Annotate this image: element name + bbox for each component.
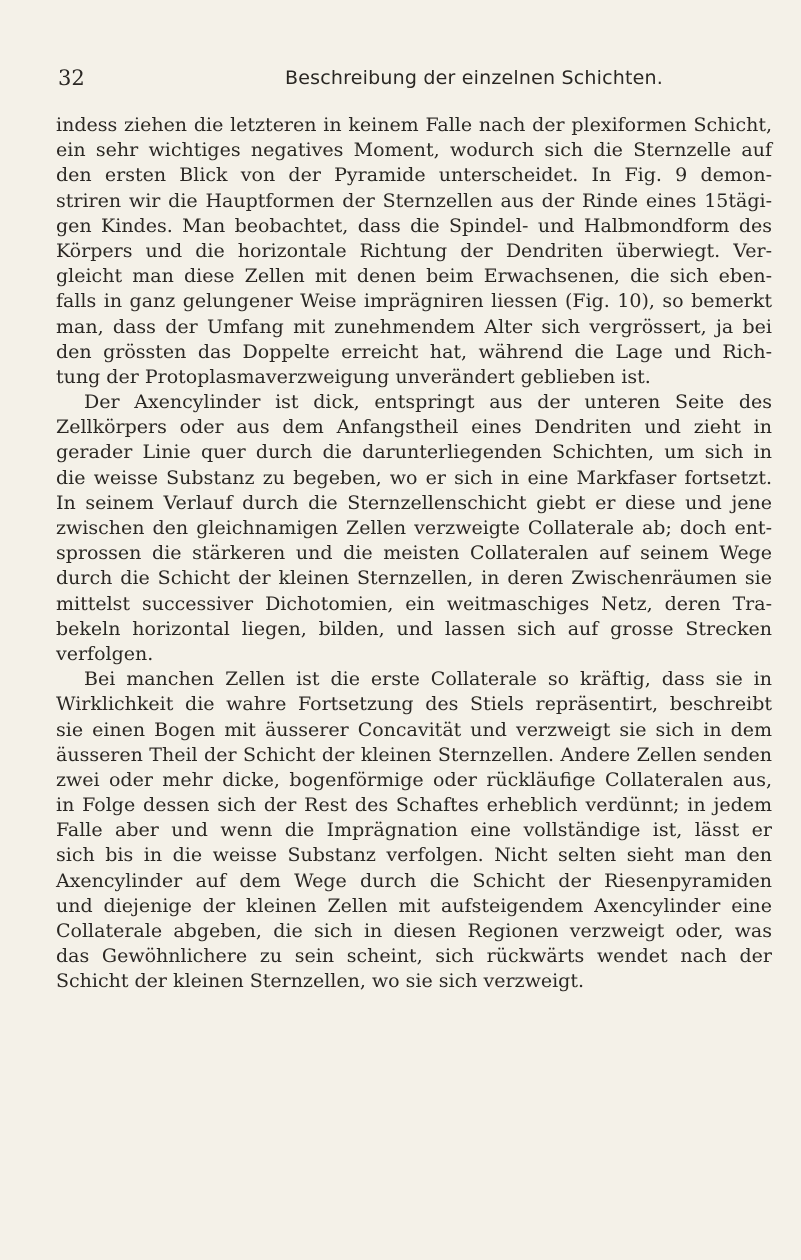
text-line: bekeln horizontal liegen, bilden, und lassen sich auf grosse Strecken (56, 617, 772, 640)
text-line: gen Kindes. Man beobachtet, dass die Spindel- und Halbmondform des (56, 214, 772, 237)
text-line: zwischen den gleichnamigen Zellen verzweigte Collaterale ab; doch ent- (56, 517, 772, 539)
paragraph (56, 390, 772, 667)
text-line: sprossen die stärkeren und die meisten Collateralen auf seinem Wege (56, 542, 772, 565)
text-line: in Folge dessen sich der Rest des Schaftes erheblich verdünnt; in jedem (56, 794, 772, 817)
text-line: sie einen Bogen mit äusserer Concavität und verzweigt sie sich in dem (56, 718, 772, 741)
text-line: Der Axencylinder ist dick, entspringt aus der unteren Seite des (84, 391, 772, 414)
text-line: falls in ganz gelungener Weise imprägniren liessen (Fig. 10), so bemerkt (56, 290, 772, 313)
body-text (56, 113, 772, 995)
text-line: man, dass der Umfang mit zunehmendem Alter sich vergrössert, ja bei (56, 315, 772, 338)
paragraph (56, 667, 772, 994)
text-line: Collaterale abgeben, die sich in diesen Regionen verzweigt oder, was (56, 920, 772, 942)
text-line: gleicht man diese Zellen mit denen beim Erwachsenen, die sich eben- (56, 265, 772, 288)
text-line: striren wir die Hauptformen der Sternzellen aus der Rinde eines 15tägi- (56, 189, 772, 212)
text-line: tung der Protoplasmaverzweigung unverändert geblieben ist. (56, 365, 651, 388)
text-line: Zellkörpers oder aus dem Anfangstheil eines Dendriten und zieht in (56, 416, 772, 439)
running-head: Beschreibung der einzelnen Schichten. (285, 67, 664, 89)
text-line: und diejenige der kleinen Zellen mit aufsteigendem Axencylinder eine (56, 894, 772, 917)
text-line: Schicht der kleinen Sternzellen, wo sie sich verzweigt. (56, 970, 584, 993)
text-line: Körpers und die horizontale Richtung der Dendriten überwiegt. Ver- (56, 239, 772, 262)
text-line: verfolgen. (56, 642, 154, 665)
text-line: indess ziehen die letzteren in keinem Falle nach der plexiformen Schicht, (56, 114, 772, 136)
text-line: den grössten das Doppelte erreicht hat, während die Lage und Rich- (56, 340, 772, 363)
text-line: durch die Schicht der kleinen Sternzellen, in deren Zwischenräumen sie (56, 567, 772, 590)
text-line: Wirklichkeit die wahre Fortsetzung des Stiels repräsentirt, beschreibt (56, 693, 772, 716)
text-line: Axencylinder auf dem Wege durch die Schicht der Riesenpyramiden (56, 869, 772, 892)
paragraph (56, 113, 772, 390)
text-line: sich bis in die weisse Substanz verfolgen. Nicht selten sieht man den (56, 844, 772, 867)
text-line: zwei oder mehr dicke, bogenförmige oder rückläufige Collateralen aus, (56, 768, 772, 791)
text-line: den ersten Blick von der Pyramide unterscheidet. In Fig. 9 demon- (56, 164, 772, 187)
text-line: äusseren Theil der Schicht der kleinen Sternzellen. Andere Zellen senden (56, 743, 772, 766)
text-line: das Gewöhnlichere zu sein scheint, sich rückwärts wendet nach der (56, 945, 772, 968)
text-line: Bei manchen Zellen ist die erste Collaterale so kräftig, dass sie in (84, 668, 772, 691)
text-line: Falle aber und wenn die Imprägnation eine vollständige ist, lässt er (56, 819, 772, 842)
text-line: mittelst successiver Dichotomien, ein weitmaschiges Netz, deren Tra- (56, 592, 772, 615)
page-number: 32 (58, 66, 85, 90)
text-line: In seinem Verlauf durch die Sternzellenschicht giebt er diese und jene (56, 491, 772, 514)
text-line: gerader Linie quer durch die darunterliegenden Schichten, um sich in (56, 441, 772, 464)
text-line: die weisse Substanz zu begeben, wo er sich in eine Markfaser fortsetzt. (56, 466, 772, 489)
text-line: ein sehr wichtiges negatives Moment, wodurch sich die Sternzelle auf (56, 139, 772, 162)
